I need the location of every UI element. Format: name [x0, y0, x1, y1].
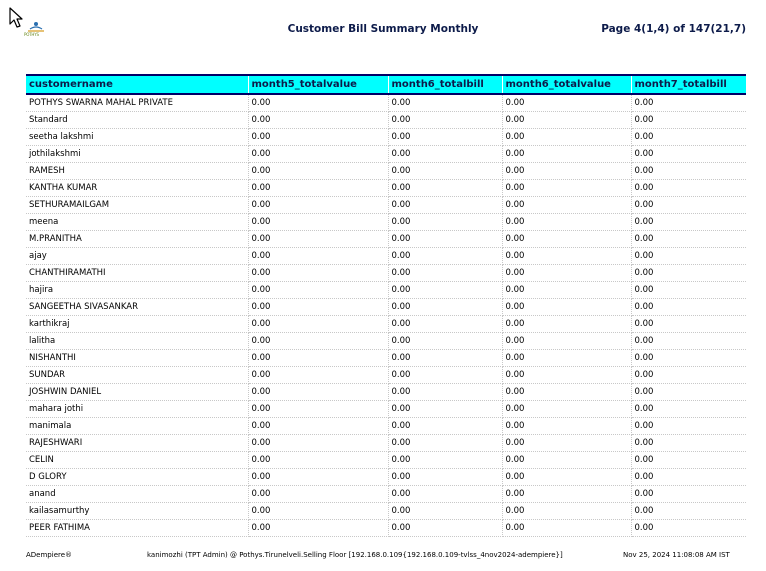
cell-month7-totalbill: 0.00 [631, 520, 746, 537]
cell-month5-totalvalue: 0.00 [248, 503, 388, 520]
cell-month6-totalbill: 0.00 [388, 112, 502, 129]
table-row [26, 214, 746, 231]
cell-month7-totalbill: 0.00 [631, 248, 746, 265]
cell-month7-totalbill: 0.00 [631, 299, 746, 316]
cell-month7-totalbill: 0.00 [631, 146, 746, 163]
table-row [26, 401, 746, 418]
cell-month5-totalvalue: 0.00 [248, 129, 388, 146]
table-row [26, 367, 746, 384]
cell-month5-totalvalue: 0.00 [248, 367, 388, 384]
table-row [26, 503, 746, 520]
cell-customername: mahara jothi [26, 401, 248, 418]
cell-customername: JOSHWIN DANIEL [26, 384, 248, 401]
cell-month5-totalvalue: 0.00 [248, 350, 388, 367]
cell-month5-totalvalue: 0.00 [248, 418, 388, 435]
cell-month5-totalvalue: 0.00 [248, 146, 388, 163]
cell-month5-totalvalue: 0.00 [248, 197, 388, 214]
cell-month7-totalbill: 0.00 [631, 214, 746, 231]
table-row [26, 435, 746, 452]
cell-month6-totalbill: 0.00 [388, 418, 502, 435]
cell-month5-totalvalue: 0.00 [248, 316, 388, 333]
column-header-month7-totalbill[interactable]: month7_totalbill [631, 75, 746, 94]
table-row [26, 282, 746, 299]
cell-month7-totalbill: 0.00 [631, 367, 746, 384]
cell-customername: seetha lakshmi [26, 129, 248, 146]
cell-customername: CHANTHIRAMATHI [26, 265, 248, 282]
cell-month6-totalvalue: 0.00 [502, 180, 631, 197]
cell-month6-totalvalue: 0.00 [502, 146, 631, 163]
cell-customername: ajay [26, 248, 248, 265]
table-row [26, 520, 746, 537]
cell-month6-totalvalue: 0.00 [502, 214, 631, 231]
cell-month7-totalbill: 0.00 [631, 112, 746, 129]
cell-month5-totalvalue: 0.00 [248, 265, 388, 282]
cell-customername: RAMESH [26, 163, 248, 180]
cell-month5-totalvalue: 0.00 [248, 486, 388, 503]
table-row [26, 265, 746, 282]
cell-month7-totalbill: 0.00 [631, 129, 746, 146]
cell-customername: karthikraj [26, 316, 248, 333]
cell-month7-totalbill: 0.00 [631, 435, 746, 452]
cell-month6-totalbill: 0.00 [388, 333, 502, 350]
cell-month6-totalbill: 0.00 [388, 214, 502, 231]
cell-month6-totalvalue: 0.00 [502, 401, 631, 418]
table-row [26, 248, 746, 265]
cell-month7-totalbill: 0.00 [631, 231, 746, 248]
cell-month6-totalvalue: 0.00 [502, 418, 631, 435]
cell-month6-totalbill: 0.00 [388, 452, 502, 469]
cell-customername: CELIN [26, 452, 248, 469]
cell-month6-totalvalue: 0.00 [502, 316, 631, 333]
table-body [26, 94, 746, 537]
table-row [26, 333, 746, 350]
column-header-month6-totalvalue[interactable]: month6_totalvalue [502, 75, 631, 94]
cell-customername: meena [26, 214, 248, 231]
footer-session: kanimozhi (TPT Admin) @ Pothys.Tirunelveli.Selling Floor [192.168.0.109{192.168.0.109-tvlss_4nov2024-adempiere}] [147, 551, 563, 559]
cell-month6-totalbill: 0.00 [388, 129, 502, 146]
table-row [26, 452, 746, 469]
page-info: Page 4(1,4) of 147(21,7) [601, 23, 746, 35]
cell-month6-totalbill: 0.00 [388, 503, 502, 520]
cell-month7-totalbill: 0.00 [631, 350, 746, 367]
report-table [26, 74, 746, 537]
cell-month6-totalvalue: 0.00 [502, 333, 631, 350]
cell-month6-totalvalue: 0.00 [502, 299, 631, 316]
cell-month7-totalbill: 0.00 [631, 282, 746, 299]
cell-month6-totalvalue: 0.00 [502, 248, 631, 265]
cell-month7-totalbill: 0.00 [631, 469, 746, 486]
footer-brand: ADempiere® [26, 551, 73, 559]
cell-customername: NISHANTHI [26, 350, 248, 367]
cell-customername: kailasamurthy [26, 503, 248, 520]
table-row [26, 316, 746, 333]
cell-month6-totalbill: 0.00 [388, 265, 502, 282]
cell-month6-totalvalue: 0.00 [502, 112, 631, 129]
cell-month7-totalbill: 0.00 [631, 452, 746, 469]
cell-month6-totalbill: 0.00 [388, 299, 502, 316]
cell-month7-totalbill: 0.00 [631, 503, 746, 520]
table-row [26, 486, 746, 503]
table-row [26, 384, 746, 401]
cell-month6-totalbill: 0.00 [388, 197, 502, 214]
cell-month6-totalbill: 0.00 [388, 231, 502, 248]
cell-month5-totalvalue: 0.00 [248, 299, 388, 316]
cell-customername: POTHYS SWARNA MAHAL PRIVATE [26, 94, 248, 112]
cell-customername: hajira [26, 282, 248, 299]
table-row [26, 94, 746, 112]
cell-month7-totalbill: 0.00 [631, 486, 746, 503]
table-row [26, 112, 746, 129]
cell-month6-totalvalue: 0.00 [502, 367, 631, 384]
table-row [26, 163, 746, 180]
cell-month5-totalvalue: 0.00 [248, 231, 388, 248]
cell-customername: manimala [26, 418, 248, 435]
cell-month5-totalvalue: 0.00 [248, 384, 388, 401]
cell-month5-totalvalue: 0.00 [248, 214, 388, 231]
cell-month7-totalbill: 0.00 [631, 265, 746, 282]
cell-month5-totalvalue: 0.00 [248, 469, 388, 486]
cell-customername: Standard [26, 112, 248, 129]
cell-month6-totalvalue: 0.00 [502, 520, 631, 537]
cell-month6-totalvalue: 0.00 [502, 129, 631, 146]
cell-customername: KANTHA KUMAR [26, 180, 248, 197]
cell-month5-totalvalue: 0.00 [248, 282, 388, 299]
cell-month6-totalbill: 0.00 [388, 180, 502, 197]
cell-month6-totalbill: 0.00 [388, 146, 502, 163]
table-header-row [26, 75, 746, 94]
footer-timestamp: Nov 25, 2024 11:08:08 AM IST [623, 551, 730, 559]
column-header-month5-totalvalue[interactable]: month5_totalvalue [248, 75, 388, 94]
cell-month6-totalvalue: 0.00 [502, 231, 631, 248]
cell-customername: M.PRANITHA [26, 231, 248, 248]
cell-month6-totalbill: 0.00 [388, 367, 502, 384]
cell-month6-totalvalue: 0.00 [502, 350, 631, 367]
cell-month6-totalvalue: 0.00 [502, 265, 631, 282]
cell-month6-totalbill: 0.00 [388, 163, 502, 180]
cell-month6-totalvalue: 0.00 [502, 163, 631, 180]
cell-month6-totalbill: 0.00 [388, 486, 502, 503]
cell-customername: D GLORY [26, 469, 248, 486]
cell-month7-totalbill: 0.00 [631, 180, 746, 197]
cell-month6-totalbill: 0.00 [388, 401, 502, 418]
cell-customername: SUNDAR [26, 367, 248, 384]
cell-month6-totalbill: 0.00 [388, 282, 502, 299]
cell-month7-totalbill: 0.00 [631, 418, 746, 435]
cell-month5-totalvalue: 0.00 [248, 163, 388, 180]
cell-customername: RAJESHWARI [26, 435, 248, 452]
cell-customername: SETHURAMAILGAM [26, 197, 248, 214]
table-row [26, 129, 746, 146]
cell-customername: lalitha [26, 333, 248, 350]
cell-month6-totalvalue: 0.00 [502, 486, 631, 503]
cell-month6-totalbill: 0.00 [388, 316, 502, 333]
cell-month7-totalbill: 0.00 [631, 163, 746, 180]
cell-month6-totalvalue: 0.00 [502, 94, 631, 112]
cell-month6-totalvalue: 0.00 [502, 469, 631, 486]
cell-month5-totalvalue: 0.00 [248, 333, 388, 350]
cell-month6-totalbill: 0.00 [388, 469, 502, 486]
cell-month6-totalbill: 0.00 [388, 350, 502, 367]
cell-month5-totalvalue: 0.00 [248, 520, 388, 537]
table-row [26, 418, 746, 435]
table-row [26, 469, 746, 486]
cell-customername: PEER FATHIMA [26, 520, 248, 537]
table-row [26, 146, 746, 163]
report-title: Customer Bill Summary Monthly [287, 23, 479, 35]
table-row [26, 299, 746, 316]
cell-month7-totalbill: 0.00 [631, 316, 746, 333]
cell-month6-totalvalue: 0.00 [502, 384, 631, 401]
cell-month7-totalbill: 0.00 [631, 197, 746, 214]
table-row [26, 350, 746, 367]
cell-month6-totalbill: 0.00 [388, 94, 502, 112]
table-row [26, 231, 746, 248]
logo-text: POTHYS [24, 32, 39, 37]
cell-month7-totalbill: 0.00 [631, 401, 746, 418]
table-row [26, 197, 746, 214]
cell-month5-totalvalue: 0.00 [248, 112, 388, 129]
column-header-month6-totalbill[interactable]: month6_totalbill [388, 75, 502, 94]
cell-month5-totalvalue: 0.00 [248, 401, 388, 418]
cell-month5-totalvalue: 0.00 [248, 180, 388, 197]
cell-month7-totalbill: 0.00 [631, 94, 746, 112]
cell-month6-totalvalue: 0.00 [502, 435, 631, 452]
cell-customername: SANGEETHA SIVASANKAR [26, 299, 248, 316]
cell-month6-totalbill: 0.00 [388, 248, 502, 265]
cell-month5-totalvalue: 0.00 [248, 435, 388, 452]
cell-month6-totalvalue: 0.00 [502, 282, 631, 299]
table-row [26, 180, 746, 197]
cell-month7-totalbill: 0.00 [631, 384, 746, 401]
cell-month7-totalbill: 0.00 [631, 333, 746, 350]
cell-month6-totalbill: 0.00 [388, 520, 502, 537]
cell-month6-totalvalue: 0.00 [502, 452, 631, 469]
cell-month6-totalvalue: 0.00 [502, 503, 631, 520]
cell-customername: anand [26, 486, 248, 503]
column-header-customername[interactable]: customername [26, 75, 248, 94]
cell-month5-totalvalue: 0.00 [248, 248, 388, 265]
cell-month5-totalvalue: 0.00 [248, 452, 388, 469]
cell-customername: jothilakshmi [26, 146, 248, 163]
cell-month5-totalvalue: 0.00 [248, 94, 388, 112]
cell-month6-totalbill: 0.00 [388, 435, 502, 452]
cell-month6-totalbill: 0.00 [388, 384, 502, 401]
cell-month6-totalvalue: 0.00 [502, 197, 631, 214]
